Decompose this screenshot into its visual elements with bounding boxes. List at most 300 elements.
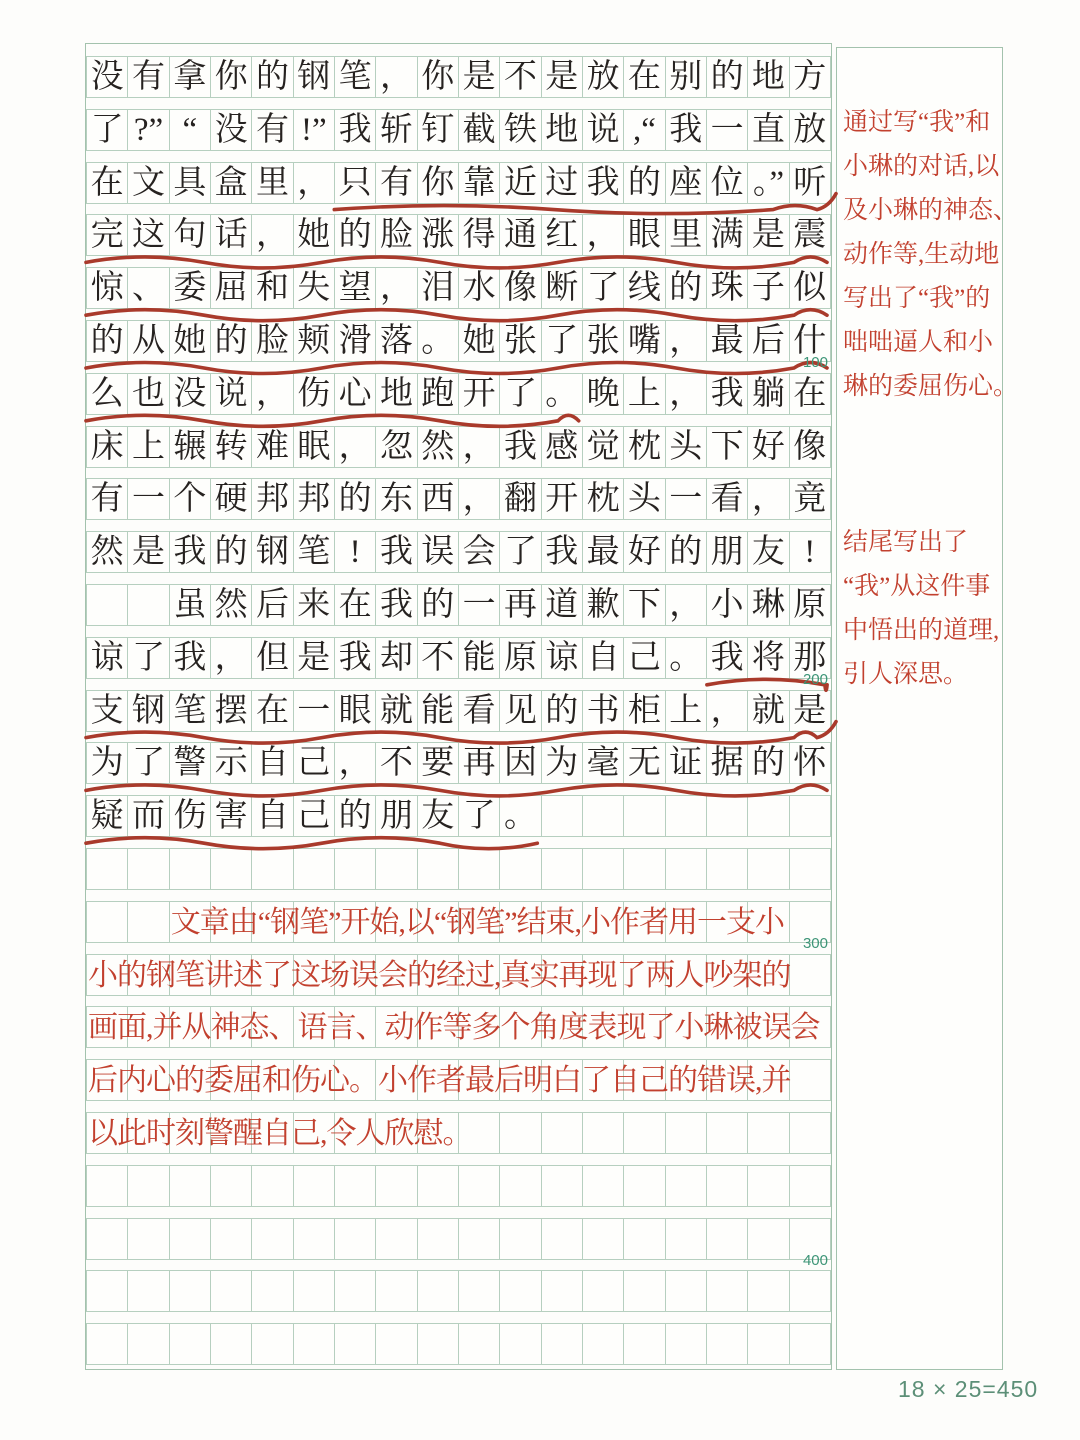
essay-char-cell: 的 xyxy=(211,532,252,572)
essay-char-cell: 摆 xyxy=(211,691,252,731)
grid-cell xyxy=(252,1271,293,1311)
essay-char-cell: 朋 xyxy=(376,796,417,836)
essay-char-cell: 会 xyxy=(459,532,500,572)
essay-char-cell: 似 xyxy=(793,270,827,307)
essay-char-cell: 而 xyxy=(128,796,169,836)
essay-char-cell: 谅 xyxy=(542,638,583,678)
essay-char-cell: 从 xyxy=(128,321,169,361)
essay-char-cell: 虽 xyxy=(170,585,211,625)
essay-char-cell: 惊 xyxy=(87,268,128,308)
essay-char-cell: 友 xyxy=(418,796,459,836)
grid-cell xyxy=(542,1271,583,1311)
grid-cell xyxy=(211,1219,252,1259)
essay-char-cell: 么 xyxy=(87,374,128,414)
essay-char-cell: 放 xyxy=(583,57,624,97)
grid-row xyxy=(86,162,831,204)
essay-char-cell: 不 xyxy=(418,638,459,678)
grid-cell xyxy=(170,1219,211,1259)
grid-cell xyxy=(128,902,169,942)
essay-char-cell: 了 xyxy=(500,532,541,572)
grid-cell xyxy=(748,796,789,836)
grid-cell xyxy=(376,1271,417,1311)
grid-cell xyxy=(790,1166,830,1206)
essay-char-cell: 上 xyxy=(666,691,707,731)
essay-char-cell: 己 xyxy=(294,796,335,836)
essay-char-cell: 了 xyxy=(128,743,169,783)
essay-char-cell: 一 xyxy=(294,691,335,731)
essay-char-cell: 支 xyxy=(87,691,128,731)
grid-cell xyxy=(252,1166,293,1206)
margin-comment-line: “我”从这件事 xyxy=(843,573,991,600)
essay-char-cell: ， xyxy=(459,479,500,519)
essay-char-cell: 和 xyxy=(252,268,293,308)
margin-comment-line: 写出了“我”的 xyxy=(843,285,991,312)
essay-char-cell: 像 xyxy=(793,428,827,465)
grid-cell xyxy=(128,1271,169,1311)
essay-char-cell: 谅 xyxy=(87,638,128,678)
essay-char-cell: 完 xyxy=(87,215,128,255)
essay-char-cell: 一 xyxy=(128,479,169,519)
margin-comment-1 xyxy=(843,101,1019,409)
grid-cell xyxy=(87,1271,128,1311)
grid-cell xyxy=(87,1166,128,1206)
essay-char-cell: 己 xyxy=(624,638,665,678)
essay-char-cell: 东 xyxy=(376,479,417,519)
essay-char-cell: 道 xyxy=(542,585,583,625)
grid-cell xyxy=(252,849,293,889)
grid-cell xyxy=(252,1324,293,1364)
essay-char-cell: 听 xyxy=(793,164,827,201)
essay-char-cell: 翻 xyxy=(500,479,541,519)
essay-char-cell: 枕 xyxy=(583,479,624,519)
essay-char-cell: 的 xyxy=(666,268,707,308)
essay-char-cell: 你 xyxy=(418,163,459,203)
essay-char-cell: 说 xyxy=(583,110,624,150)
essay-char-cell: 她 xyxy=(294,215,335,255)
grid-cell xyxy=(666,1113,707,1153)
essay-char-cell: 感 xyxy=(542,427,583,467)
essay-char-cell: 最 xyxy=(583,532,624,572)
essay-char-cell: 硬 xyxy=(211,479,252,519)
essay-char-cell: 我 xyxy=(335,638,376,678)
grid-row xyxy=(86,742,831,784)
essay-char-cell: 看 xyxy=(459,691,500,731)
essay-char-cell: 里 xyxy=(666,215,707,255)
essay-char-cell: 铁 xyxy=(500,110,541,150)
essay-char-cell: 别 xyxy=(666,57,707,97)
essay-char-cell: 来 xyxy=(294,585,335,625)
essay-char-cell: “ xyxy=(170,110,211,150)
essay-char-cell: 是 xyxy=(294,638,335,678)
essay-char-cell: 柜 xyxy=(624,691,665,731)
essay-char-cell: 。” xyxy=(748,163,789,203)
essay-char-cell: 钢 xyxy=(128,691,169,731)
grid-cell xyxy=(87,585,128,625)
grid-cell xyxy=(707,1271,748,1311)
essay-char-cell: 只 xyxy=(335,163,376,203)
essay-char-cell: ， xyxy=(376,268,417,308)
grid-cell xyxy=(790,1271,830,1311)
essay-char-cell: 再 xyxy=(500,585,541,625)
essay-char-cell: 的 xyxy=(542,691,583,731)
essay-char-cell: 像 xyxy=(500,268,541,308)
grid-cell xyxy=(707,849,748,889)
grid-row xyxy=(86,584,831,626)
essay-char-cell: 头 xyxy=(666,427,707,467)
essay-char-cell: 笔 xyxy=(335,57,376,97)
essay-char-cell: 西 xyxy=(418,479,459,519)
grid-cell xyxy=(707,796,748,836)
essay-char-cell: 的 xyxy=(707,57,748,97)
essay-char-cell: 满 xyxy=(707,215,748,255)
essay-char-cell: 再 xyxy=(459,743,500,783)
essay-char-cell: 就 xyxy=(748,691,789,731)
essay-char-cell: 了 xyxy=(128,638,169,678)
essay-char-cell: 因 xyxy=(500,743,541,783)
essay-char-cell: 怀 xyxy=(793,745,827,782)
essay-char-cell: 是 xyxy=(459,57,500,97)
essay-char-cell: 在 xyxy=(252,691,293,731)
footer-formula: 18 × 25=450 xyxy=(898,1376,1039,1402)
essay-char-cell: 上 xyxy=(128,427,169,467)
grid-cell xyxy=(294,1271,335,1311)
essay-char-cell: 原 xyxy=(793,586,827,623)
grid-cell xyxy=(542,796,583,836)
grid-row xyxy=(86,373,831,415)
essay-char-cell: 躺 xyxy=(748,374,789,414)
margin-comment-line: 结尾写出了 xyxy=(843,529,969,556)
grid-cell xyxy=(459,1324,500,1364)
essay-char-cell: 笔 xyxy=(294,532,335,572)
essay-char-cell: ， xyxy=(376,57,417,97)
essay-char-cell: 的 xyxy=(335,215,376,255)
essay-char-cell: 泪 xyxy=(418,268,459,308)
essay-char-cell: 得 xyxy=(459,215,500,255)
grid-cell xyxy=(128,1219,169,1259)
grid-cell xyxy=(459,849,500,889)
grid-cell xyxy=(87,1219,128,1259)
essay-char-cell: 有 xyxy=(376,163,417,203)
essay-char-cell: 我 xyxy=(583,163,624,203)
essay-char-cell: 的 xyxy=(624,163,665,203)
essay-char-cell: 却 xyxy=(376,638,417,678)
essay-char-cell: 忽 xyxy=(376,427,417,467)
essay-char-cell: ， xyxy=(666,585,707,625)
essay-char-cell: 那 xyxy=(793,639,827,676)
essay-char-cell: 警 xyxy=(170,743,211,783)
grid-cell xyxy=(335,1166,376,1206)
grid-cell xyxy=(707,1324,748,1364)
margin-comment-line: 中悟出的道理, xyxy=(843,617,1000,644)
essay-char-cell: 邦 xyxy=(294,479,335,519)
grid-cell xyxy=(294,1219,335,1259)
essay-char-cell: 自 xyxy=(252,796,293,836)
essay-char-cell: 辗 xyxy=(170,427,211,467)
essay-char-cell: 我 xyxy=(707,638,748,678)
grid-cell xyxy=(459,1219,500,1259)
essay-char-cell: 线 xyxy=(624,268,665,308)
grid-row xyxy=(86,795,831,837)
essay-char-cell: 邦 xyxy=(252,479,293,519)
grid-cell xyxy=(624,1271,665,1311)
grid-cell xyxy=(170,1166,211,1206)
essay-char-cell: 眠 xyxy=(294,427,335,467)
essay-char-cell: 望 xyxy=(335,268,376,308)
grid-row xyxy=(86,320,831,362)
essay-char-cell: 断 xyxy=(542,268,583,308)
essay-char-cell: 斩 xyxy=(376,110,417,150)
essay-char-cell: 然 xyxy=(87,532,128,572)
essay-char-cell: 害 xyxy=(211,796,252,836)
grid-cell xyxy=(459,1271,500,1311)
grid-cell xyxy=(335,849,376,889)
grid-row xyxy=(86,214,831,256)
essay-char-cell: 是 xyxy=(793,692,827,729)
essay-char-cell: 震 xyxy=(793,217,827,254)
essay-char-cell: 座 xyxy=(666,163,707,203)
grid-cell xyxy=(500,1271,541,1311)
essay-char-cell: 能 xyxy=(418,691,459,731)
essay-char-cell: 颊 xyxy=(294,321,335,361)
grid-cell xyxy=(790,796,830,836)
essay-char-cell: 竟 xyxy=(793,481,827,518)
grid-cell xyxy=(87,849,128,889)
grid-cell xyxy=(128,1324,169,1364)
essay-char-cell: 我 xyxy=(335,110,376,150)
grid-cell xyxy=(211,1324,252,1364)
essay-char-cell: 一 xyxy=(707,110,748,150)
essay-char-cell: 我 xyxy=(376,532,417,572)
grid-cell xyxy=(583,1324,624,1364)
grid-cell xyxy=(542,849,583,889)
grid-cell xyxy=(500,1219,541,1259)
margin-comment-line: 动作等,生动地 xyxy=(843,241,1000,268)
essay-char-cell: 后 xyxy=(252,585,293,625)
grid-cell xyxy=(87,902,128,942)
essay-char-cell: 小 xyxy=(707,585,748,625)
essay-char-cell: 见 xyxy=(500,691,541,731)
grid-row xyxy=(86,848,831,890)
grid-row xyxy=(86,1165,831,1207)
essay-char-cell: 什 xyxy=(793,322,827,359)
essay-char-cell: 枕 xyxy=(624,427,665,467)
essay-char-cell: 的 xyxy=(252,57,293,97)
grid-cell xyxy=(624,796,665,836)
grid-cell xyxy=(376,1219,417,1259)
essay-char-cell: 琳 xyxy=(748,585,789,625)
essay-char-cell: 晚 xyxy=(583,374,624,414)
essay-char-cell: ， xyxy=(294,163,335,203)
essay-char-cell: 珠 xyxy=(707,268,748,308)
grid-cell xyxy=(252,1219,293,1259)
grid-cell xyxy=(666,849,707,889)
essay-char-cell: 我 xyxy=(376,585,417,625)
grid-row xyxy=(86,531,831,573)
essay-char-cell: 好 xyxy=(748,427,789,467)
essay-char-cell: 头 xyxy=(624,479,665,519)
essay-char-cell: 一 xyxy=(459,585,500,625)
essay-char-cell: 。 xyxy=(542,374,583,414)
footer-comment-line: 以此时刻警醒自己,令人欣慰。 xyxy=(88,1117,472,1150)
grid-cell xyxy=(666,1271,707,1311)
essay-char-cell: 然 xyxy=(211,585,252,625)
grid-cell xyxy=(790,849,830,889)
essay-char-cell: 盒 xyxy=(211,163,252,203)
essay-char-cell: 子 xyxy=(748,268,789,308)
essay-char-cell: 截 xyxy=(459,110,500,150)
essay-char-cell: 自 xyxy=(252,743,293,783)
essay-char-cell: 我 xyxy=(170,532,211,572)
essay-char-cell: 。 xyxy=(666,638,707,678)
essay-char-cell: 也 xyxy=(128,374,169,414)
essay-char-cell: 原 xyxy=(500,638,541,678)
grid-cell xyxy=(500,1113,541,1153)
grid-cell xyxy=(666,1219,707,1259)
essay-char-cell: 误 xyxy=(418,532,459,572)
essay-char-cell: 没 xyxy=(87,57,128,97)
footer-comment-line: 文章由“钢笔”开始,以“钢笔”结束,小作者用一支小 xyxy=(170,905,785,939)
essay-char-cell: 落 xyxy=(376,321,417,361)
grid-row xyxy=(86,690,831,732)
essay-char-cell: 了 xyxy=(500,374,541,414)
essay-char-cell: 据 xyxy=(707,743,748,783)
essay-char-cell: ， xyxy=(252,215,293,255)
grid-cell xyxy=(500,1166,541,1206)
essay-char-cell: ， xyxy=(459,427,500,467)
essay-char-cell: 的 xyxy=(418,585,459,625)
essay-char-cell: 我 xyxy=(542,532,583,572)
essay-char-cell: 不 xyxy=(500,57,541,97)
grid-cell xyxy=(128,1166,169,1206)
essay-char-cell: 过 xyxy=(542,163,583,203)
essay-char-cell: 地 xyxy=(542,110,583,150)
writing-grid xyxy=(85,43,832,1370)
grid-cell xyxy=(624,1324,665,1364)
essay-char-cell: 里 xyxy=(252,163,293,203)
essay-char-cell: 眼 xyxy=(624,215,665,255)
essay-char-cell: 伤 xyxy=(294,374,335,414)
footer-comment-line: 后内心的委屈和伤心。小作者最后明白了自己的错误,并 xyxy=(88,1064,791,1098)
grid-cell xyxy=(583,796,624,836)
essay-char-cell: 。 xyxy=(418,321,459,361)
essay-char-cell: ， xyxy=(666,321,707,361)
grid-cell xyxy=(748,1166,789,1206)
essay-char-cell: 是 xyxy=(128,532,169,572)
essay-char-cell: 红 xyxy=(542,215,583,255)
grid-cell xyxy=(500,1324,541,1364)
essay-char-cell: 是 xyxy=(542,57,583,97)
essay-char-cell: 笔 xyxy=(170,691,211,731)
essay-char-cell: 脸 xyxy=(376,215,417,255)
essay-char-cell: ， xyxy=(335,743,376,783)
essay-char-cell: 了 xyxy=(87,110,128,150)
grid-cell xyxy=(624,1166,665,1206)
grid-cell xyxy=(624,1219,665,1259)
essay-char-cell: 滑 xyxy=(335,321,376,361)
grid-cell xyxy=(542,1324,583,1364)
essay-char-cell: 跑 xyxy=(418,374,459,414)
grid-row xyxy=(86,1323,831,1365)
essay-char-cell: 拿 xyxy=(170,57,211,97)
essay-char-cell: 伤 xyxy=(170,796,211,836)
essay-char-cell: ， xyxy=(666,374,707,414)
grid-row xyxy=(86,426,831,468)
grid-cell xyxy=(790,1113,830,1153)
grid-cell xyxy=(170,1271,211,1311)
grid-cell xyxy=(418,1271,459,1311)
essay-char-cell: 己 xyxy=(294,743,335,783)
essay-char-cell: 屈 xyxy=(211,268,252,308)
essay-char-cell: 的 xyxy=(87,321,128,361)
essay-char-cell: 眼 xyxy=(335,691,376,731)
essay-char-cell: 为 xyxy=(542,743,583,783)
essay-char-cell: 友 xyxy=(748,532,789,572)
footer-comment-line: 小的钢笔讲述了这场误会的经过,真实再现了两人吵架的 xyxy=(88,958,791,992)
essay-char-cell: 文 xyxy=(128,163,169,203)
footer-comment-line: 画面,并从神态、语言、动作等多个角度表现了小琳被误会 xyxy=(88,1011,820,1045)
essay-char-cell: 脸 xyxy=(252,321,293,361)
grid-cell xyxy=(294,1324,335,1364)
grid-cell xyxy=(542,1219,583,1259)
essay-char-cell: 在 xyxy=(793,375,827,412)
grid-cell xyxy=(583,1271,624,1311)
essay-char-cell: 书 xyxy=(583,691,624,731)
grid-cell xyxy=(128,585,169,625)
essay-char-cell: 觉 xyxy=(583,427,624,467)
essay-char-cell: 心 xyxy=(335,374,376,414)
grid-cell xyxy=(170,849,211,889)
essay-char-cell: 了 xyxy=(583,268,624,308)
margin-comment-column xyxy=(836,47,1019,1370)
grid-cell xyxy=(748,1113,789,1153)
grid-cell xyxy=(376,849,417,889)
essay-char-cell: 无 xyxy=(624,743,665,783)
grid-cell xyxy=(335,1271,376,1311)
essay-char-cell: 放 xyxy=(793,111,827,148)
essay-char-cell: 地 xyxy=(376,374,417,414)
essay-char-cell: 你 xyxy=(211,57,252,97)
essay-char-cell: 钢 xyxy=(294,57,335,97)
essay-char-cell: 钉 xyxy=(418,110,459,150)
margin-comment-line: 小琳的对话,以 xyxy=(843,153,1000,180)
grid-cell xyxy=(294,849,335,889)
essay-char-cell: 为 xyxy=(87,743,128,783)
grid-cell xyxy=(459,1166,500,1206)
grid-cell xyxy=(707,1219,748,1259)
grid-cell xyxy=(624,849,665,889)
grid-cell xyxy=(418,849,459,889)
grid-cell xyxy=(790,1060,830,1100)
essay-char-cell: 证 xyxy=(666,743,707,783)
essay-char-cell: 通 xyxy=(500,215,541,255)
essay-char-cell: 下 xyxy=(707,427,748,467)
essay-char-cell: 示 xyxy=(211,743,252,783)
essay-char-cell: 歉 xyxy=(583,585,624,625)
grid-cell xyxy=(128,849,169,889)
essay-char-cell: !” xyxy=(294,110,335,150)
grid-cell xyxy=(418,1324,459,1364)
grid-cell xyxy=(376,1166,417,1206)
grid-cell xyxy=(666,1324,707,1364)
essay-char-cell: 了 xyxy=(459,796,500,836)
essay-char-cell: 在 xyxy=(335,585,376,625)
essay-char-cell: 话 xyxy=(211,215,252,255)
essay-char-cell: 了 xyxy=(542,321,583,361)
essay-char-cell: 转 xyxy=(211,427,252,467)
grid-row xyxy=(86,1218,831,1260)
essay-char-cell: 我 xyxy=(707,374,748,414)
grid-row xyxy=(86,56,831,98)
